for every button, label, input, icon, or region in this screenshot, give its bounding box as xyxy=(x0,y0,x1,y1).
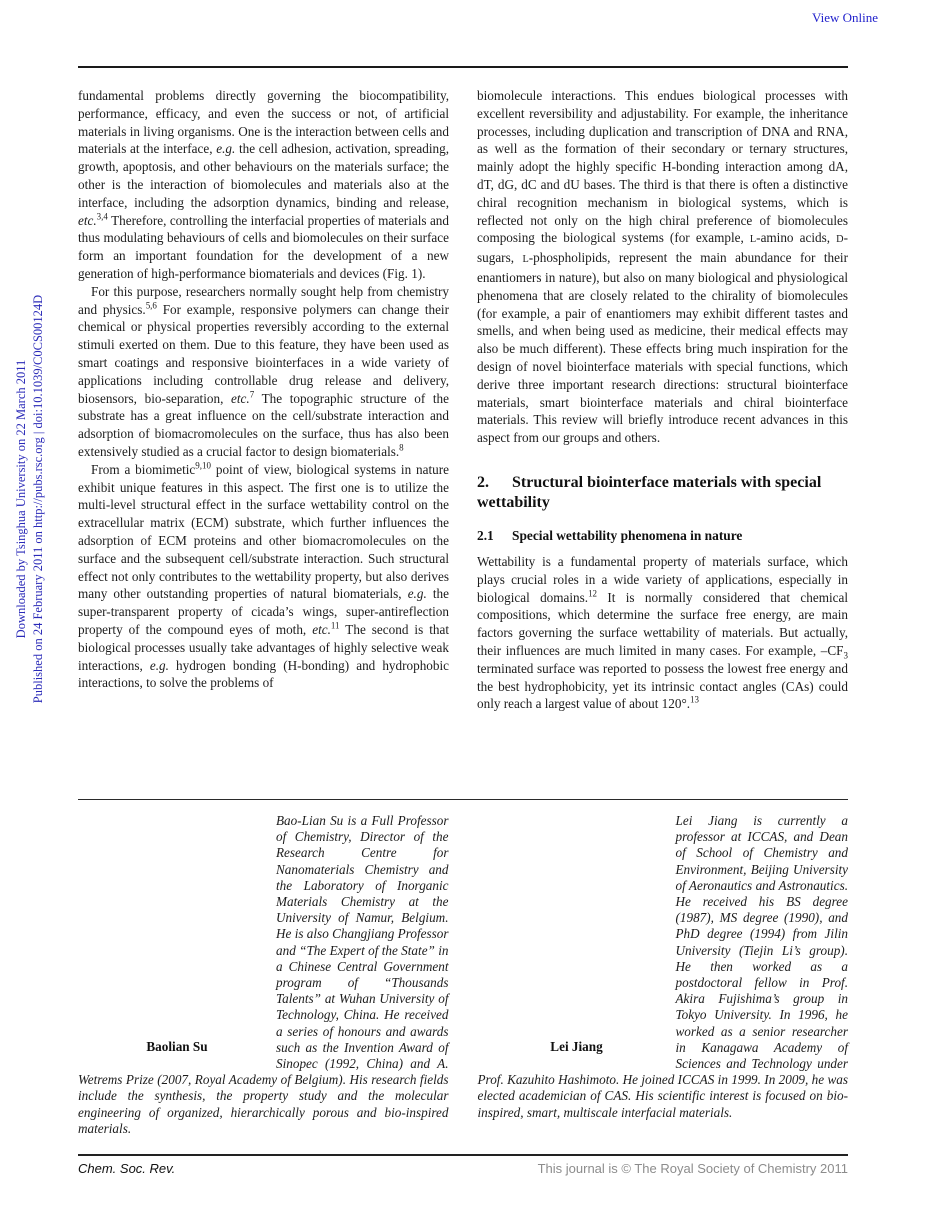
author-bio-lei-jiang xyxy=(478,813,849,1137)
author-bio-baolian-su xyxy=(78,813,449,1137)
footer-rule xyxy=(78,1154,848,1156)
section-2-number: 2. xyxy=(477,473,489,491)
author-bio-text-su: Bao-Lian Su is a Full Professor of Chemistry, Director of the Research Centre for Nanomaterials Chemistry and the Laboratory of Inorganic Materials Chemistry at the University of Namur, Belgium. He is also Changjiang Professor and “The Expert of the State” in a Chinese Central Government program of “Thousands Talents” at Wuhan University of Technology, China. He received a series of honours and awards such as the Invention Award of Sinopec (1992, China) and A. Wetrems Prize (2007, Royal Academy of Belgium). His research fields include the synthesis, the property study and the molecular engineering of organized, hierarchically porous and bio-inspired materials. xyxy=(78,813,449,1136)
author-bio-text-jiang: Lei Jiang is currently a professor at ICCAS, and Dean of School of Chemistry and Environment, Beijing University of Aeronautics and Astronautics. He received his BS degree (1987), MS degree (1990), and PhD degree (1994) from Jilin University (Tiejin Li’s group). He then worked as a postdoctoral fellow in Prof. Akira Fujishima’s group in Tokyo University. In 1996, he worked as a senior researcher in Kanagawa Academy of Sciences and Technology under Prof. Kazuhito Hashimoto. He joined ICCAS in 1999. In 2009, he was elected academician of CAS. His scientific interest is focused on bio-inspired, smart, multiscale interfacial materials. xyxy=(477,813,848,1120)
paragraph-biomimetic: From a biomimetic$^{9,10}$ point of view, biological systems in nature exhibit unique features in this aspect. The first one is to utilize the multi-level structural effect in the surface wettability control on the extracellular matrix (ECM) substrate, which further influences the adsorption of ECM proteins and other biomacromolecules on the surface and the subsequent cell/substrate interaction. Such structural effect not only contributes to the wettability property, but also derives many other outstanding properties of natural biomaterials, e.g. the super-transparent property of cicada’s wings, super-antireflection property of the compound eyes of moth, etc.$^{11}$ The second is that biological processes usually take advantages of highly selective weak interactions, e.g. hydrogen bonding (H-bonding) and hydrophobic interactions, to solve the problems of xyxy=(78,460,449,691)
section-2-1-title: Special wettability phenomena in nature xyxy=(512,527,743,543)
right-column xyxy=(477,87,848,713)
biography-divider-rule xyxy=(78,799,848,800)
header-rule xyxy=(78,66,848,68)
left-column xyxy=(78,87,449,713)
author-biographies xyxy=(78,813,848,1137)
view-online-link[interactable]: View Online xyxy=(811,10,878,25)
author-name-jiang: Lei Jiang xyxy=(550,1039,603,1054)
copyright-notice: This journal is © The Royal Society of Chemistry 2011 xyxy=(537,1161,848,1176)
section-2-heading xyxy=(477,473,848,514)
sidebar-provenance-text xyxy=(13,253,47,745)
paragraph-chemistry-physics: For this purpose, researchers normally sought help from chemistry and physics.$^{5,6}$ For example, responsive polymers can change their chemical or physical properties reversibly according to the external stimuli exerted on them. Due to this feature, they have been used as smart coatings and responsive biointerfaces in a wide variety of applications including controllable drug release and delivery, biosensors, bio-separation, etc.$^7$ The topographic structure of the substrate has a great influence on the cell/substrate interaction and adsorption of biomacromolecules on the surface, thus has also been extensively studied as a crucial factor to design biomaterials.$^8$ xyxy=(78,283,449,459)
sidebar-published-doi-line: Published on 24 February 2011 on http://pubs.rsc.org | doi:10.1039/C0CS00124D xyxy=(31,294,45,704)
page-footer xyxy=(78,1161,848,1176)
author-photo-placeholder-su xyxy=(78,813,276,1058)
sidebar-downloaded-line: Downloaded by Tsinghua University on 22 March 2011 xyxy=(14,359,28,639)
author-name-su: Baolian Su xyxy=(146,1039,208,1054)
paragraph-biomolecule-interactions: biomolecule interactions. This endues biological processes with excellent reversibility and adjustability. For example, the inheritance processes, including duplication and transcription of DNA and RNA, as well as the formation of their secondary or ternary structures, mainly adopt the highly specific H-bonding interaction among dA, dT, dG, dC and dU bases. The third is that there is often a distinctive chiral recognition mechanism in biological systems, which is reflected not only on the high chiral preference of biomolecules composing the biological systems (for example, L-amino acids, D-sugars, L-phospholipids, represent the main abundance for their enantiomers in nature), but also on many biological and physiological phenomena that are closely related to the chirality of biomolecules (for example, a pair of enantiomers may exhibit different tastes and smells, and when being used as medicine, their medical effects may also be much different). These effects bring much inspiration for the design of novel biointerface materials with special functions, which derive three important research directions: structural biointerface materials, smart biointerface materials and chiral biointerface materials. This review will briefly introduce recent advances in this aspect from our groups and others. xyxy=(477,88,848,446)
journal-name: Chem. Soc. Rev. xyxy=(78,1161,176,1176)
author-photo-placeholder-jiang xyxy=(478,813,676,1058)
article-body xyxy=(78,87,848,713)
section-2-1-number: 2.1 xyxy=(477,527,494,543)
section-2-title: Structural biointerface materials with special wettability xyxy=(477,473,822,512)
paragraph-wettability: Wettability is a fundamental property of materials surface, which plays crucial roles in a wide variety of applications, especially in biological domains.$^{12}$ It is normally considered that chemical compositions, which determine the surface free energy, are main factors governing the surface wettability of materials. But actually, their influences are much limited in many cases. For example, $-CF_3$ terminated surface was reported to possess the lowest free energy and the best hydrophobicity, yet its intrinsic contact angles (CAs) could only reach a largest value of about 120°.$^{13}$ xyxy=(477,553,848,712)
paragraph-intro-continuation: fundamental problems directly governing the biocompatibility, performance, efficacy, and even the success or not, of artificial materials in living organisms. One is the interaction between cells and materials at the interface, e.g. the cell adhesion, activation, spreading, growth, apoptosis, and other behaviours on the materials surface; the other is the interaction of biomolecules and materials also at the interface, including the adsorption dynamics, binding and release, etc.$^{3,4}$ Therefore, controlling the interfacial properties of materials and thus modulating behaviours of cells and biomolecules on their surface form an important foundation for the development of a new generation of high-performance biomaterials and devices (Fig. 1). xyxy=(78,88,449,281)
section-2-1-heading xyxy=(477,527,848,544)
